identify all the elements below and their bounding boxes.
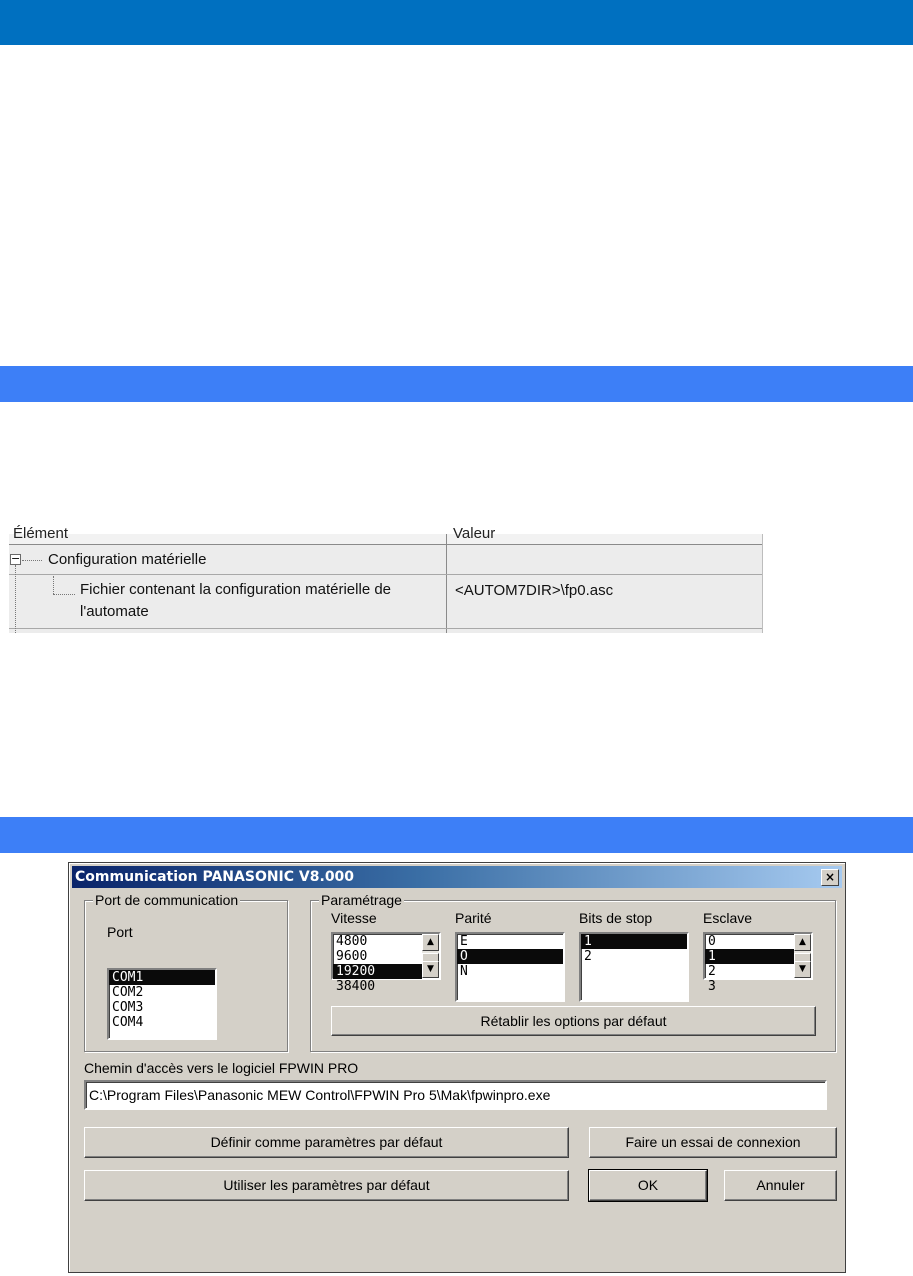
tree-header-row [9, 525, 762, 545]
tree-connector [53, 594, 75, 595]
param-group-legend: Paramétrage [321, 892, 402, 908]
bits-stop-option[interactable]: 1 [581, 934, 687, 949]
port-listbox[interactable] [107, 968, 217, 1040]
row-divider [9, 628, 762, 629]
param-group [310, 892, 836, 1052]
ok-button[interactable] [589, 1170, 707, 1201]
scroll-down-arrow-icon[interactable]: ▼ [422, 961, 439, 978]
path-label: Chemin d'accès vers le logiciel FPWIN PRO [84, 1060, 359, 1076]
esclave-option[interactable]: 3 [708, 979, 716, 994]
parite-option[interactable]: N [460, 964, 468, 979]
scroll-down-arrow-icon[interactable]: ▼ [794, 961, 811, 978]
reset-defaults-button[interactable] [331, 1006, 816, 1036]
vitesse-listbox[interactable] [331, 932, 441, 994]
port-option[interactable]: COM1 [109, 970, 215, 985]
section-header-band-1 [0, 0, 913, 45]
esclave-scrollbar[interactable] [794, 934, 811, 978]
parite-listbox[interactable] [455, 932, 565, 1002]
tree-item-label-line2[interactable]: l'automate [80, 603, 149, 620]
tree-header-value: Valeur [453, 525, 496, 542]
communication-dialog [68, 862, 846, 1273]
scroll-up-arrow-icon[interactable]: ▲ [794, 934, 811, 951]
bits-stop-option[interactable]: 2 [584, 949, 592, 964]
vitesse-label: Vitesse [331, 910, 377, 926]
port-option[interactable]: COM2 [112, 985, 144, 1000]
tree-item-label-line1[interactable]: Fichier contenant la configuration matérielle de [80, 581, 392, 598]
use-default-button[interactable] [84, 1170, 569, 1201]
tree-item-value[interactable]: <AUTOM7DIR>\fp0.asc [455, 582, 614, 599]
dialog-titlebar[interactable] [72, 866, 842, 888]
esclave-label: Esclave [703, 910, 753, 926]
esclave-listbox[interactable] [703, 932, 813, 994]
vitesse-option[interactable]: 19200 [333, 964, 422, 979]
port-group-legend: Port de communication [95, 892, 239, 908]
tree-header-element: Élément [13, 525, 69, 542]
close-button[interactable] [821, 869, 839, 886]
test-connection-label: Faire un essai de connexion [625, 1134, 801, 1150]
column-divider [446, 534, 447, 633]
vitesse-option[interactable]: 4800 [336, 934, 368, 949]
bits-stop-label: Bits de stop [579, 910, 653, 926]
scroll-up-arrow-icon[interactable]: ▲ [422, 934, 439, 951]
tree-connector [15, 565, 16, 633]
ok-label: OK [637, 1177, 659, 1193]
collapse-icon[interactable]: − [11, 552, 21, 565]
set-default-label: Définir comme paramètres par défaut [210, 1134, 443, 1150]
port-option[interactable]: COM4 [112, 1015, 144, 1030]
tree-group-label[interactable]: Configuration matérielle [48, 551, 207, 568]
cancel-label: Annuler [756, 1177, 805, 1193]
tree-connector [53, 576, 54, 594]
bits-stop-listbox[interactable] [579, 932, 689, 1002]
config-tree-table [9, 525, 763, 633]
reset-defaults-label: Rétablir les options par défaut [480, 1013, 667, 1029]
section-header-band-3 [0, 817, 913, 853]
use-default-label: Utiliser les paramètres par défaut [223, 1177, 430, 1193]
parite-label: Parité [455, 910, 492, 926]
close-icon: × [824, 870, 836, 884]
vitesse-option[interactable]: 9600 [336, 949, 368, 964]
set-default-button[interactable] [84, 1127, 569, 1158]
esclave-option[interactable]: 1 [705, 949, 794, 964]
fpwin-path-input[interactable]: C:\Program Files\Panasonic MEW Control\FPWIN Pro 5\Mak\fpwinpro.exe [84, 1080, 827, 1110]
port-label: Port [107, 924, 133, 940]
dialog-title: Communication PANASONIC V8.000 [75, 869, 355, 885]
row-divider [9, 574, 762, 575]
vitesse-option[interactable]: 38400 [336, 979, 376, 994]
port-group [84, 892, 288, 1052]
parite-option[interactable]: E [460, 934, 468, 949]
esclave-option[interactable]: 0 [708, 934, 716, 949]
esclave-option[interactable]: 2 [708, 964, 716, 979]
section-header-band-2 [0, 366, 913, 402]
tree-connector [22, 560, 42, 561]
parite-option[interactable]: O [457, 949, 563, 964]
port-option[interactable]: COM3 [112, 1000, 144, 1015]
vitesse-scrollbar[interactable] [422, 934, 439, 978]
cancel-button[interactable] [724, 1170, 837, 1201]
test-connection-button[interactable] [589, 1127, 837, 1158]
